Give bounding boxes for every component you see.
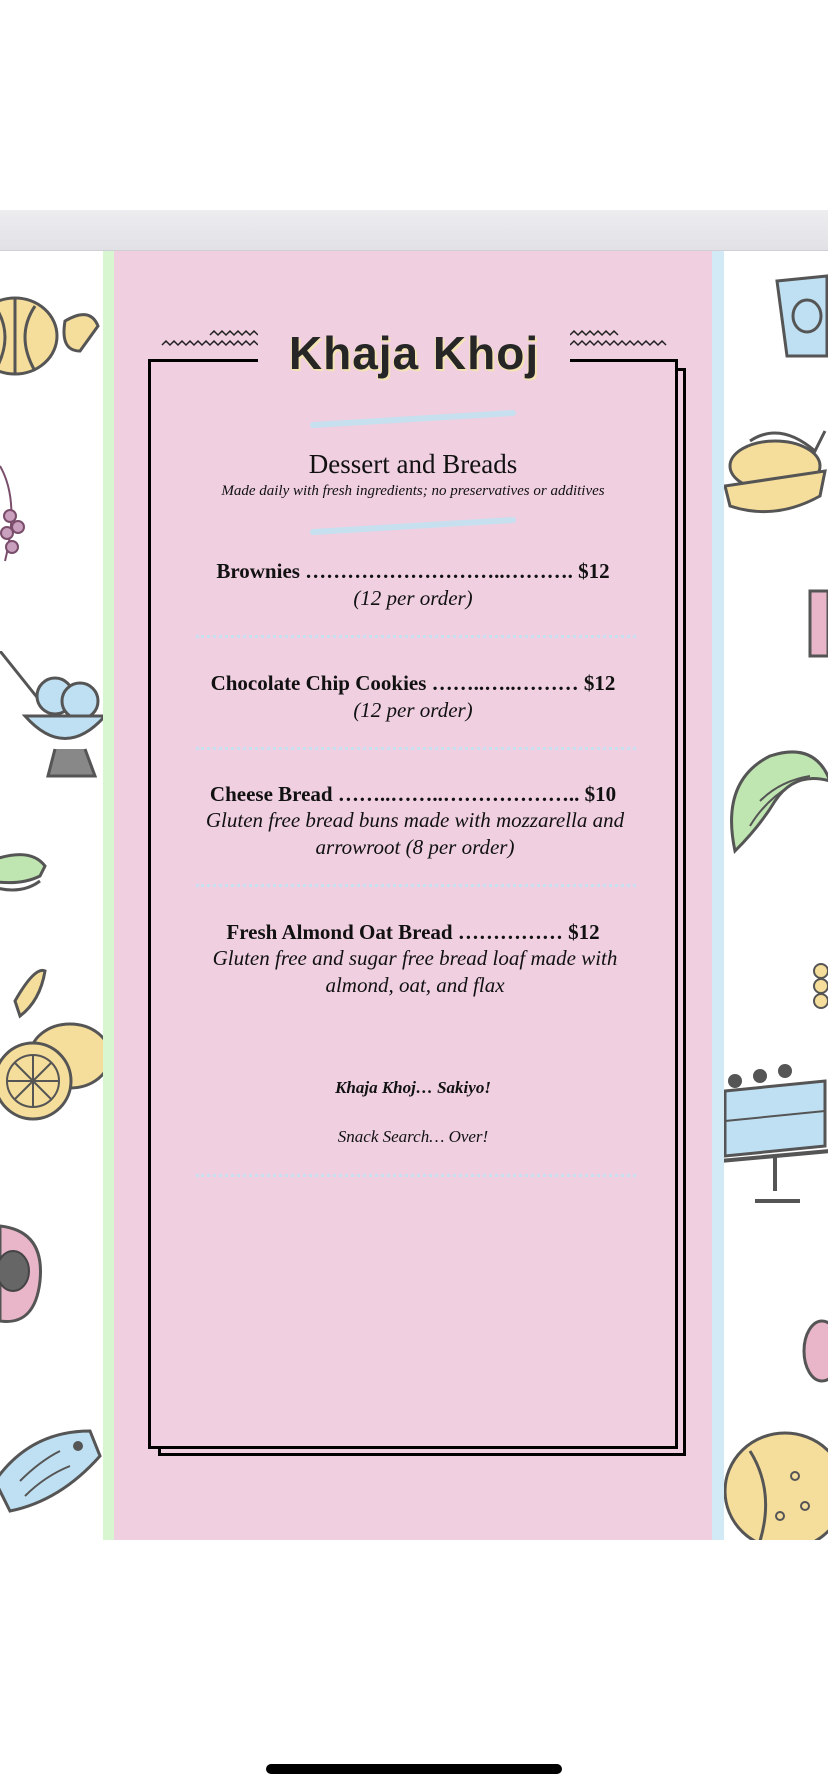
tagline-nepali: Khaja Khoj… Sakiyo!	[335, 1078, 491, 1097]
section-subtitle: Made daily with fresh ingredients; no preservatives or additives	[221, 483, 605, 499]
viewer-toolbar	[0, 210, 828, 251]
item-divider	[196, 884, 636, 887]
menu-item-cheese-bread-desc: Gluten free bread buns made with mozzarella and arrowroot (8 per order)	[205, 808, 625, 859]
menu-item-almond-oat-bread-desc: Gluten free and sugar free bread loaf made with almond, oat, and flax	[212, 946, 618, 997]
sandwich-doodle-icon	[0, 841, 55, 911]
home-indicator[interactable]	[266, 1764, 562, 1774]
cheese-wheel-doodle-icon	[720, 1421, 828, 1540]
lemon-doodle-icon	[0, 961, 105, 1136]
item-divider	[196, 635, 636, 638]
menu-title: Khaja Khoj	[288, 327, 540, 379]
menu-item-cheese-bread: Cheese Bread ……..……..……………….. $10	[209, 782, 617, 806]
menu-item-almond-oat-bread: Fresh Almond Oat Bread …………… $12	[226, 920, 600, 944]
menu-document[interactable]	[0, 251, 828, 1540]
cup-doodle-icon	[772, 271, 828, 366]
roast-chicken-doodle-icon	[720, 421, 828, 531]
menu-item-cookies: Chocolate Chip Cookies ……..…..……… $12	[210, 671, 616, 695]
pumpkin-doodle-icon	[0, 281, 100, 381]
berries-doodle-icon	[0, 461, 40, 571]
ice-cream-bowl-doodle-icon	[0, 651, 105, 781]
right-zigzag-ornament	[568, 329, 668, 359]
menu-item-brownies-desc: (12 per order)	[353, 586, 473, 610]
top-accent-line	[310, 409, 516, 429]
glass-doodle-icon	[808, 586, 828, 666]
bottom-accent-line	[310, 516, 516, 536]
avocado-doodle-icon	[0, 1221, 55, 1331]
left-zigzag-ornament	[160, 329, 260, 359]
grapes-doodle-icon	[806, 956, 828, 1016]
title-container	[258, 323, 570, 383]
croissant-doodle-icon	[720, 741, 828, 871]
footer-divider	[196, 1174, 636, 1177]
pastry-doodle-icon	[800, 1311, 828, 1391]
fish-doodle-icon	[0, 1411, 105, 1521]
section-title: Dessert and Breads	[308, 449, 518, 479]
menu-item-cookies-desc: (12 per order)	[353, 698, 473, 722]
item-divider	[196, 747, 636, 750]
tagline-english: Snack Search… Over!	[337, 1127, 489, 1146]
menu-item-brownies: Brownies ………………………..………. $12	[216, 559, 610, 583]
cake-stand-doodle-icon	[720, 1051, 828, 1216]
right-accent-stripe	[712, 251, 724, 1540]
